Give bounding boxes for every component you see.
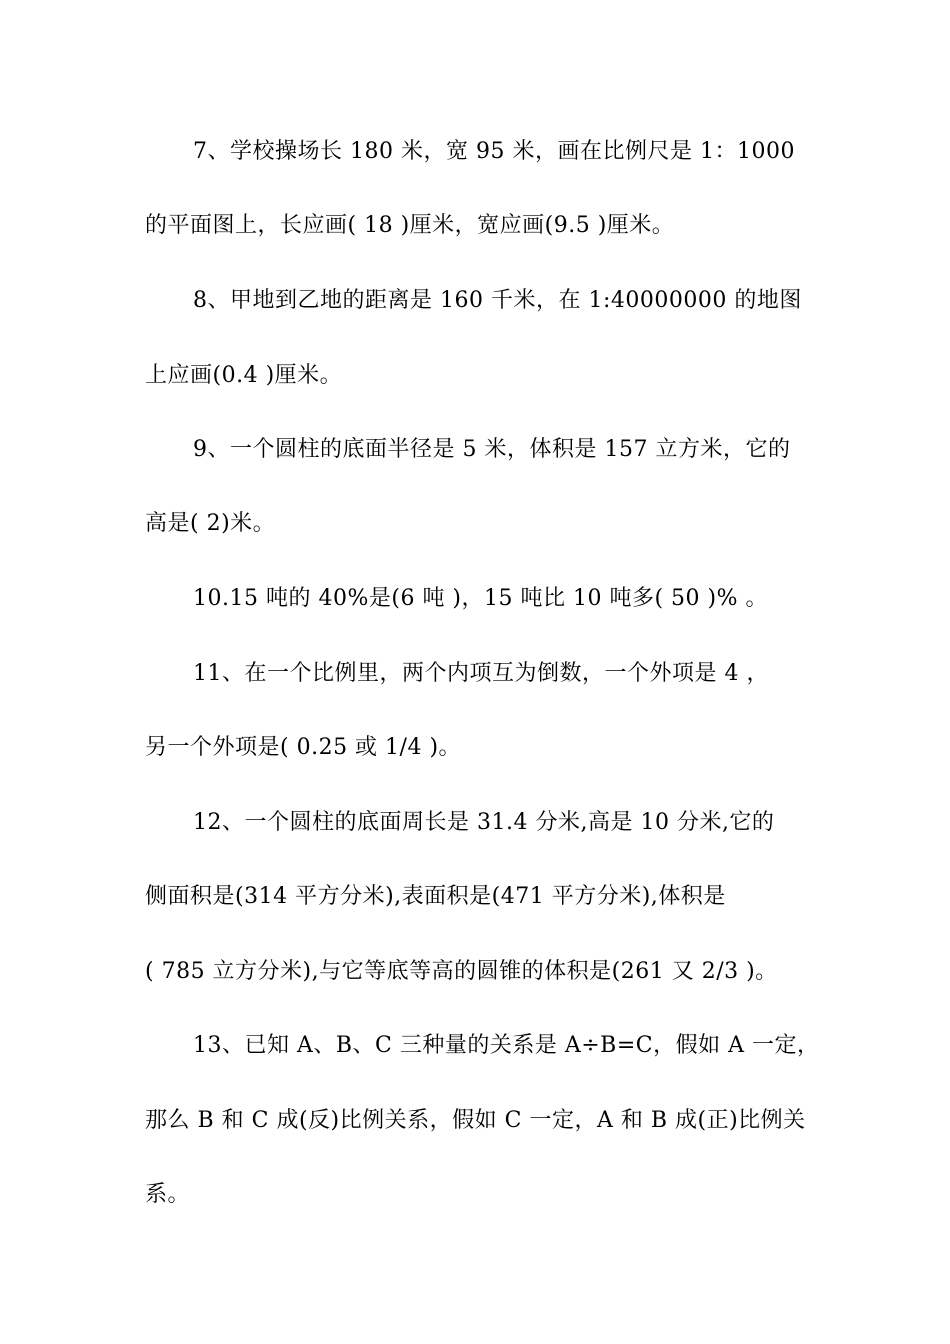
question-10-line-1: 10.15 吨的 40%是(6 吨 )，15 吨比 10 吨多( 50 )% 。 <box>193 586 769 611</box>
question-8-line-1: 8、甲地到乙地的距离是 160 千米，在 1:40000000 的地图 <box>193 288 802 313</box>
question-13-line-1: 13、已知 A、B、C 三种量的关系是 A÷B=C，假如 A 一定， <box>193 1033 820 1058</box>
question-8-line-2: 上应画(0.4 )厘米。 <box>145 363 343 388</box>
question-9-line-2: 高是( 2)米。 <box>145 511 276 536</box>
question-13-line-2: 那么 B 和 C 成(反)比例关系，假如 C 一定，A 和 B 成(正)比例关 <box>145 1108 806 1133</box>
question-13-line-3: 系。 <box>145 1182 191 1207</box>
question-12-line-2: 侧面积是(314 平方分米),表面积是(471 平方分米),体积是 <box>145 884 726 909</box>
question-11-line-2: 另一个外项是( 0.25 或 1/4 )。 <box>145 735 462 760</box>
question-9-line-1: 9、一个圆柱的底面半径是 5 米，体积是 157 立方米，它的 <box>193 437 791 462</box>
question-7-line-2: 的平面图上，长应画( 18 )厘米，宽应画(9.5 )厘米。 <box>145 213 675 238</box>
question-12-line-1: 12、一个圆柱的底面周长是 31.4 分米,高是 10 分米,它的 <box>193 810 775 835</box>
question-12-line-3: ( 785 立方分米),与它等底等高的圆锥的体积是(261 又 2/3 )。 <box>145 959 778 984</box>
question-11-line-1: 11、在一个比例里，两个内项互为倒数，一个外项是 4 ， <box>193 661 769 686</box>
question-7-line-1: 7、学校操场长 180 米，宽 95 米，画在比例尺是 1：1000 <box>193 139 795 164</box>
